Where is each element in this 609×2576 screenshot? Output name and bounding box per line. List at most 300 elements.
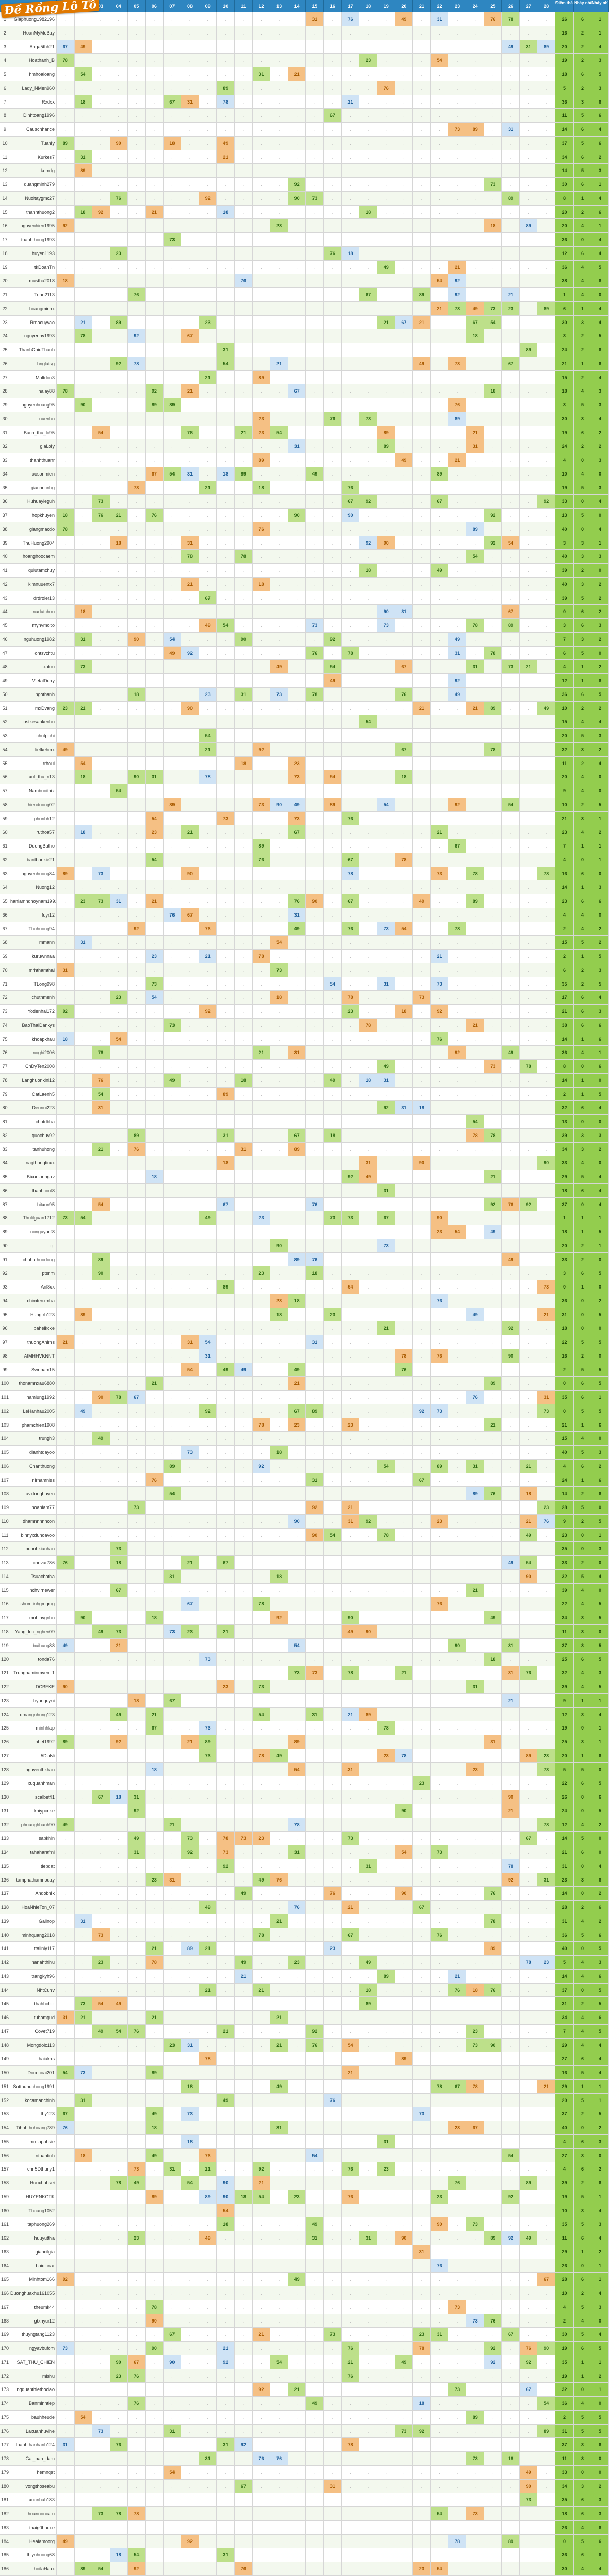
day-result: 49: [92, 1625, 110, 1639]
day-empty: .: [431, 1914, 449, 1928]
day-empty: .: [217, 1446, 235, 1460]
day-empty: .: [466, 633, 484, 647]
row-monthly-score: 38: [555, 1019, 574, 1032]
day-empty: .: [395, 178, 413, 192]
day-empty: .: [92, 1666, 110, 1680]
row-nhay-nhat: 4: [574, 908, 591, 922]
day-empty: .: [110, 1914, 128, 1928]
day-empty: .: [431, 1680, 449, 1694]
row-monthly-score: 34: [555, 1611, 574, 1625]
row-monthly-score: 36: [555, 233, 574, 247]
day-empty: .: [181, 1721, 199, 1735]
row-monthly-score: 36: [555, 1928, 574, 1942]
day-empty: .: [537, 1046, 555, 1060]
day-empty: .: [253, 619, 271, 633]
row-rank: 105: [0, 1446, 10, 1460]
day-empty: .: [253, 54, 271, 67]
day-empty: .: [288, 54, 306, 67]
day-empty: .: [324, 12, 342, 26]
day-empty: .: [413, 1570, 431, 1584]
day-empty: .: [359, 1832, 377, 1845]
day-empty: .: [181, 1653, 199, 1667]
header-day: 08: [181, 0, 199, 12]
day-empty: .: [466, 977, 484, 991]
day-empty: .: [270, 412, 288, 426]
day-empty: .: [466, 412, 484, 426]
day-result: 67: [164, 1694, 182, 1708]
day-empty: .: [395, 578, 413, 591]
row-nhay-nhi: 3: [591, 164, 609, 178]
row-monthly-score: 36: [555, 261, 574, 275]
day-empty: .: [57, 1956, 75, 1970]
day-empty: .: [395, 412, 413, 426]
day-empty: .: [502, 509, 520, 522]
day-empty: .: [448, 1005, 466, 1019]
day-empty: .: [92, 40, 110, 54]
day-empty: .: [448, 1473, 466, 1487]
row-nhay-nhi: 5: [591, 261, 609, 275]
day-empty: .: [199, 1143, 217, 1157]
day-empty: .: [253, 1225, 271, 1239]
day-empty: .: [431, 1253, 449, 1267]
row-nhay-nhat: 3: [574, 1143, 591, 1157]
row-rank: 30: [0, 412, 10, 426]
header-day: 11: [235, 0, 253, 12]
day-empty: .: [110, 1956, 128, 1970]
day-empty: .: [253, 1032, 271, 1046]
day-empty: .: [377, 1170, 395, 1184]
day-empty: .: [217, 743, 235, 757]
day-empty: .: [377, 825, 395, 839]
day-result: 49: [359, 1956, 377, 1970]
day-empty: .: [270, 1956, 288, 1970]
row-rank: 100: [0, 1377, 10, 1391]
day-empty: .: [217, 1887, 235, 1901]
day-empty: .: [359, 247, 377, 261]
day-empty: .: [253, 1239, 271, 1253]
day-empty: .: [110, 1680, 128, 1694]
day-empty: .: [235, 1942, 253, 1956]
day-empty: .: [537, 1363, 555, 1377]
day-empty: .: [466, 936, 484, 950]
day-empty: .: [431, 729, 449, 743]
day-empty: .: [270, 109, 288, 123]
day-empty: .: [217, 398, 235, 412]
day-empty: .: [377, 1997, 395, 2011]
day-empty: .: [342, 398, 360, 412]
row-nhay-nhi: 3: [591, 1446, 609, 1460]
day-result: 31: [306, 1473, 324, 1487]
day-empty: .: [146, 453, 164, 467]
day-result: 21: [466, 702, 484, 716]
day-empty: .: [306, 150, 324, 164]
row-nhay-nhi: 4: [591, 1101, 609, 1115]
row-nhay-nhat: 2: [574, 329, 591, 343]
day-result: 89: [377, 439, 395, 453]
day-empty: .: [502, 757, 520, 771]
day-empty: .: [306, 1515, 324, 1529]
day-empty: .: [288, 1170, 306, 1184]
day-empty: .: [253, 1653, 271, 1667]
day-empty: .: [324, 1294, 342, 1308]
day-empty: .: [270, 1377, 288, 1391]
day-empty: .: [520, 109, 538, 123]
day-empty: .: [324, 1694, 342, 1708]
day-empty: .: [377, 1556, 395, 1570]
day-result: 73: [270, 963, 288, 977]
day-empty: .: [324, 1832, 342, 1845]
day-empty: .: [306, 1570, 324, 1584]
day-empty: .: [164, 343, 182, 357]
day-empty: .: [324, 564, 342, 578]
day-empty: .: [217, 825, 235, 839]
day-result: 18: [253, 578, 271, 591]
day-empty: .: [520, 1625, 538, 1639]
day-empty: .: [537, 1832, 555, 1845]
day-result: 92: [146, 384, 164, 398]
day-empty: .: [288, 1032, 306, 1046]
row-player-name: tuhamgud: [10, 2011, 57, 2025]
day-empty: .: [484, 40, 502, 54]
day-empty: .: [110, 123, 128, 137]
day-empty: .: [359, 95, 377, 109]
row-rank: 21: [0, 288, 10, 302]
day-empty: .: [448, 343, 466, 357]
day-empty: .: [217, 564, 235, 578]
day-empty: .: [537, 1556, 555, 1570]
day-empty: .: [128, 1239, 146, 1253]
day-empty: .: [164, 894, 182, 908]
day-result: 18: [342, 247, 360, 261]
day-empty: .: [146, 867, 164, 881]
day-empty: .: [270, 1997, 288, 2011]
day-empty: .: [75, 1818, 93, 1832]
day-empty: .: [448, 522, 466, 536]
day-empty: .: [466, 12, 484, 26]
day-empty: .: [537, 398, 555, 412]
row-nhay-nhi: 2: [591, 702, 609, 716]
row-nhay-nhi: 0: [591, 1832, 609, 1845]
day-result: 49: [395, 453, 413, 467]
day-result: 54: [146, 812, 164, 826]
day-empty: .: [57, 536, 75, 550]
day-empty: .: [306, 453, 324, 467]
row-player-name: chovar786: [10, 1556, 57, 1570]
day-empty: .: [181, 798, 199, 812]
row-nhay-nhi: 4: [591, 991, 609, 1005]
day-empty: .: [92, 1970, 110, 1984]
day-empty: .: [253, 1391, 271, 1404]
day-empty: .: [128, 908, 146, 922]
day-empty: .: [306, 371, 324, 385]
day-empty: .: [359, 894, 377, 908]
row-nhay-nhi: 6: [591, 2011, 609, 2025]
day-empty: .: [484, 1515, 502, 1529]
day-empty: .: [181, 688, 199, 702]
day-empty: .: [413, 1956, 431, 1970]
day-result: 31: [466, 1460, 484, 1473]
day-empty: .: [164, 1611, 182, 1625]
day-empty: .: [235, 1529, 253, 1543]
day-empty: .: [181, 1170, 199, 1184]
day-result: 73: [306, 1666, 324, 1680]
day-result: 76: [270, 1873, 288, 1887]
day-empty: .: [324, 453, 342, 467]
day-empty: .: [181, 674, 199, 688]
day-result: 92: [128, 329, 146, 343]
day-empty: .: [324, 1776, 342, 1790]
day-result: 89: [324, 798, 342, 812]
row-monthly-score: 9: [555, 1694, 574, 1708]
day-empty: .: [413, 1763, 431, 1777]
row-player-name: Bixuojanhgav: [10, 1170, 57, 1184]
day-empty: .: [324, 1666, 342, 1680]
day-empty: .: [466, 1432, 484, 1446]
row-player-name: xatuu: [10, 660, 57, 674]
day-empty: .: [431, 1060, 449, 1074]
day-empty: .: [128, 1060, 146, 1074]
day-empty: .: [466, 1321, 484, 1335]
day-empty: .: [217, 1639, 235, 1653]
day-empty: .: [324, 578, 342, 591]
day-result: 67: [359, 288, 377, 302]
day-empty: .: [110, 1611, 128, 1625]
day-empty: .: [520, 1046, 538, 1060]
day-empty: .: [146, 1859, 164, 1873]
day-empty: .: [75, 426, 93, 440]
day-result: 73: [484, 1060, 502, 1074]
day-empty: .: [92, 798, 110, 812]
day-empty: .: [199, 343, 217, 357]
day-empty: .: [235, 1404, 253, 1418]
day-empty: .: [448, 1859, 466, 1873]
day-empty: .: [146, 798, 164, 812]
day-empty: .: [57, 233, 75, 247]
day-empty: .: [164, 1349, 182, 1363]
day-empty: .: [92, 550, 110, 564]
day-empty: .: [448, 1680, 466, 1694]
day-empty: .: [199, 936, 217, 950]
day-empty: .: [253, 95, 271, 109]
day-empty: .: [448, 1143, 466, 1157]
row-nhay-nhat: 0: [574, 1887, 591, 1901]
day-empty: .: [92, 1418, 110, 1432]
day-empty: .: [164, 1115, 182, 1129]
day-empty: .: [324, 1143, 342, 1157]
day-empty: .: [128, 825, 146, 839]
day-empty: .: [270, 674, 288, 688]
day-empty: .: [537, 1887, 555, 1901]
day-empty: .: [110, 1901, 128, 1914]
day-empty: .: [288, 1887, 306, 1901]
row-monthly-score: 21: [555, 357, 574, 371]
day-result: 31: [217, 343, 235, 357]
row-rank: 101: [0, 1391, 10, 1404]
day-empty: .: [466, 1266, 484, 1280]
day-empty: .: [181, 316, 199, 330]
day-empty: .: [57, 812, 75, 826]
day-empty: .: [181, 137, 199, 150]
day-empty: .: [128, 853, 146, 867]
day-empty: .: [413, 977, 431, 991]
day-empty: .: [359, 1749, 377, 1763]
day-empty: .: [466, 1032, 484, 1046]
day-empty: .: [377, 702, 395, 716]
day-empty: .: [359, 647, 377, 660]
row-nhay-nhat: 6: [574, 67, 591, 81]
day-empty: .: [199, 1046, 217, 1060]
day-empty: .: [199, 605, 217, 619]
day-result: 21: [235, 426, 253, 440]
day-empty: .: [324, 619, 342, 633]
day-empty: .: [253, 1901, 271, 1914]
day-empty: .: [502, 1460, 520, 1473]
day-empty: .: [520, 715, 538, 729]
day-empty: .: [306, 1019, 324, 1032]
day-empty: .: [537, 1129, 555, 1143]
day-empty: .: [253, 329, 271, 343]
day-empty: .: [342, 219, 360, 233]
day-empty: .: [520, 1239, 538, 1253]
day-empty: .: [448, 880, 466, 894]
day-empty: .: [270, 178, 288, 192]
day-empty: .: [181, 812, 199, 826]
day-empty: .: [324, 1101, 342, 1115]
day-result: 54: [502, 536, 520, 550]
day-empty: .: [253, 1363, 271, 1377]
row-rank: 34: [0, 467, 10, 481]
day-empty: .: [146, 1391, 164, 1404]
day-result: 18: [57, 1032, 75, 1046]
day-result: 23: [288, 1956, 306, 1970]
day-empty: .: [146, 660, 164, 674]
day-empty: .: [359, 1584, 377, 1598]
day-result: 89: [199, 1735, 217, 1749]
day-empty: .: [306, 206, 324, 219]
day-empty: .: [448, 509, 466, 522]
day-empty: .: [377, 357, 395, 371]
row-monthly-score: 25: [555, 1653, 574, 1667]
day-empty: .: [537, 1597, 555, 1611]
day-empty: .: [75, 1735, 93, 1749]
day-empty: .: [466, 371, 484, 385]
day-empty: .: [342, 1294, 360, 1308]
day-empty: .: [306, 1377, 324, 1391]
day-empty: .: [520, 784, 538, 798]
day-empty: .: [217, 67, 235, 81]
day-empty: .: [324, 812, 342, 826]
day-empty: .: [448, 54, 466, 67]
row-nhay-nhi: 5: [591, 1377, 609, 1391]
row-rank: 89: [0, 1225, 10, 1239]
row-player-name: nguyenhien1995: [10, 219, 57, 233]
day-empty: .: [75, 137, 93, 150]
day-empty: .: [306, 1432, 324, 1446]
day-empty: .: [395, 950, 413, 963]
day-result: 92: [181, 647, 199, 660]
day-empty: .: [466, 825, 484, 839]
row-player-name: hanlamndhoynam1991: [10, 894, 57, 908]
day-empty: .: [484, 1211, 502, 1225]
day-empty: .: [448, 1115, 466, 1129]
day-empty: .: [270, 1818, 288, 1832]
day-empty: .: [431, 1377, 449, 1391]
row-rank: 42: [0, 578, 10, 591]
day-empty: .: [466, 1666, 484, 1680]
day-result: 78: [217, 1832, 235, 1845]
day-empty: .: [431, 481, 449, 495]
row-player-name: xot_thu_n13: [10, 770, 57, 784]
day-empty: .: [75, 384, 93, 398]
day-empty: .: [235, 1377, 253, 1391]
day-empty: .: [342, 371, 360, 385]
row-nhay-nhat: 5: [574, 1170, 591, 1184]
day-empty: .: [377, 1859, 395, 1873]
day-empty: .: [520, 1473, 538, 1487]
day-empty: .: [537, 67, 555, 81]
day-empty: .: [235, 536, 253, 550]
row-nhay-nhat: 0: [574, 495, 591, 509]
day-empty: .: [128, 1280, 146, 1294]
day-empty: .: [199, 564, 217, 578]
row-nhay-nhi: 0: [591, 1556, 609, 1570]
day-empty: .: [288, 522, 306, 536]
day-empty: .: [235, 288, 253, 302]
row-nhay-nhat: 6: [574, 991, 591, 1005]
day-empty: .: [448, 564, 466, 578]
day-empty: .: [395, 867, 413, 881]
day-empty: .: [57, 1321, 75, 1335]
day-empty: .: [92, 357, 110, 371]
day-empty: .: [92, 1225, 110, 1239]
row-nhay-nhi: 6: [591, 95, 609, 109]
day-empty: .: [324, 274, 342, 288]
day-empty: .: [502, 343, 520, 357]
day-empty: .: [377, 757, 395, 771]
day-empty: .: [75, 1694, 93, 1708]
day-empty: .: [146, 1832, 164, 1845]
day-empty: .: [342, 1956, 360, 1970]
day-empty: .: [288, 371, 306, 385]
day-empty: .: [146, 1074, 164, 1088]
day-result: 76: [448, 1984, 466, 1997]
day-empty: .: [270, 1970, 288, 1984]
day-empty: .: [377, 371, 395, 385]
day-empty: .: [448, 95, 466, 109]
day-empty: .: [92, 1211, 110, 1225]
day-empty: .: [146, 1349, 164, 1363]
day-result: 67: [164, 95, 182, 109]
day-empty: .: [537, 936, 555, 950]
row-nhay-nhat: 3: [574, 1625, 591, 1639]
day-empty: .: [306, 1129, 324, 1143]
day-result: 76: [288, 1901, 306, 1914]
day-empty: .: [377, 1832, 395, 1845]
day-empty: .: [466, 1845, 484, 1859]
day-empty: .: [377, 467, 395, 481]
day-empty: .: [253, 1570, 271, 1584]
day-empty: .: [270, 619, 288, 633]
row-rank: 9: [0, 123, 10, 137]
day-empty: .: [324, 164, 342, 178]
day-empty: .: [537, 1901, 555, 1914]
day-empty: .: [199, 1418, 217, 1432]
row-nhay-nhi: 2: [591, 1143, 609, 1157]
row-rank: 140: [0, 1928, 10, 1942]
row-nhay-nhi: 5: [591, 1942, 609, 1956]
row-nhay-nhi: 5: [591, 1335, 609, 1349]
day-empty: .: [377, 1597, 395, 1611]
